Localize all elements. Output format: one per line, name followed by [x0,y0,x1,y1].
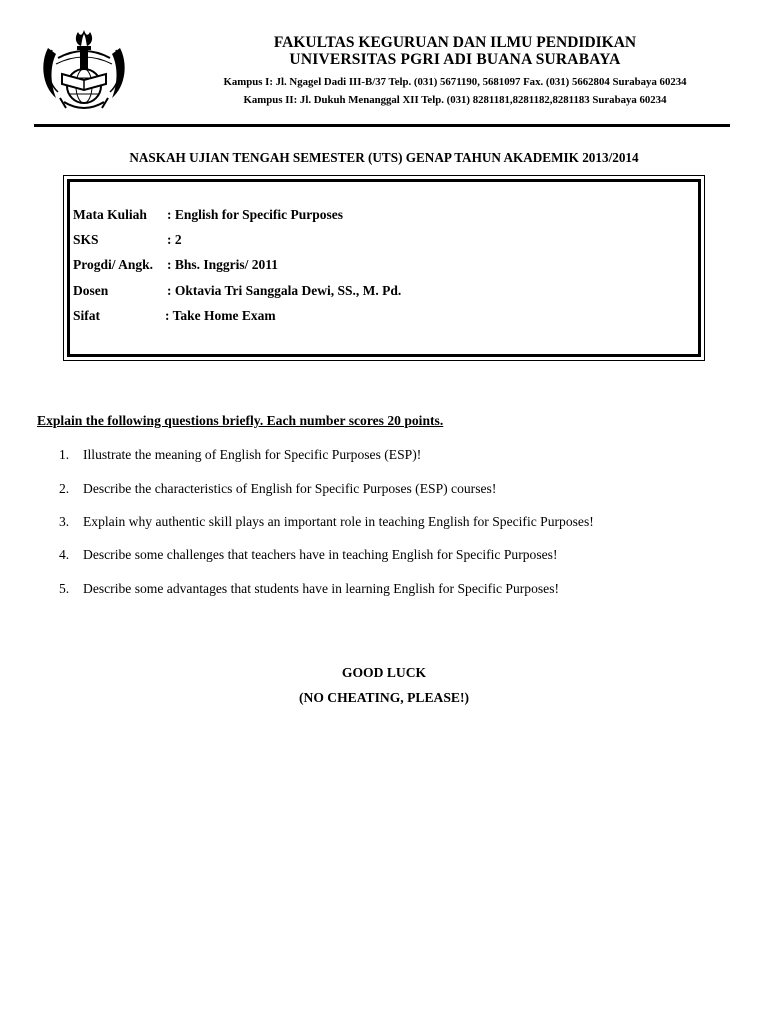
campus-1-address: Kampus I: Jl. Ngagel Dadi III-B/37 Telp. (031) 5671190, 5681097 Fax. (031) 5662804 Surabaya 60234 [223,76,687,88]
header-divider [34,124,730,127]
university-emblem-icon [38,28,130,116]
instructions: Explain the following questions briefly. Each number scores 20 points. [37,413,444,428]
question-number: 3. [59,514,70,529]
question-text: Illustrate the meaning of English for Specific Purposes (ESP)! [83,447,422,462]
question-number: 2. [59,481,70,496]
question-item [59,581,559,597]
info-row-lecturer [73,283,402,299]
faculty-name: FAKULTAS KEGURUAN DAN ILMU PENDIDIKAN [273,34,637,51]
info-label: SKS [73,232,99,247]
course-info-box [67,179,701,357]
info-value: : Bhs. Inggris/ 2011 [167,257,279,272]
info-value: : 2 [167,232,182,247]
no-cheating-text: (NO CHEATING, PLEASE!) [298,690,470,705]
question-text: Describe some challenges that teachers have in teaching English for Specific Purposes! [83,547,558,562]
info-row-type [73,308,276,324]
info-row-sks [73,232,182,248]
info-label: Mata Kuliah [73,207,147,222]
info-label: Sifat [73,308,100,323]
question-number: 1. [59,447,70,462]
university-name: UNIVERSITAS PGRI ADI BUANA SURABAYA [289,51,621,68]
question-number: 5. [59,581,70,596]
info-value: : English for Specific Purposes [167,207,344,222]
good-luck-text: GOOD LUCK [341,665,427,680]
campus-2-address: Kampus II: Jl. Dukuh Menanggal XII Telp. (031) 8281181,8281182,8281183 Surabaya 60234 [243,94,667,106]
info-value: : Take Home Exam [165,308,276,323]
info-label: Dosen [73,283,109,298]
info-label: Progdi/ Angk. [73,257,154,272]
question-item [59,447,421,463]
info-row-program [73,257,279,273]
info-value: : Oktavia Tri Sanggala Dewi, SS., M. Pd. [167,283,402,298]
question-item [59,481,496,497]
question-text: Describe some advantages that students have in learning English for Specific Purposes! [83,581,560,596]
question-text: Explain why authentic skill plays an important role in teaching English for Specific Purposes! [83,514,594,529]
question-number: 4. [59,547,70,562]
exam-title: NASKAH UJIAN TENGAH SEMESTER (UTS) GENAP TAHUN AKADEMIK 2013/2014 [129,150,639,165]
info-row-course [73,207,344,223]
question-item [59,547,558,563]
question-item [59,514,594,530]
question-text: Describe the characteristics of English for Specific Purposes (ESP) courses! [83,481,497,496]
